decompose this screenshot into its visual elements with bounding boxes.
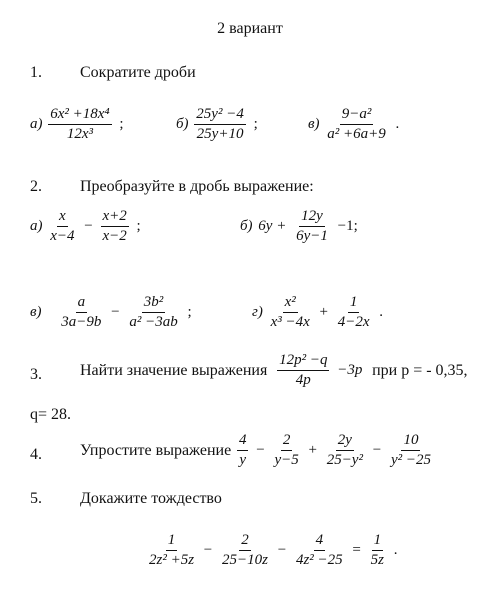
task2-a-fraction-2 xyxy=(101,208,129,246)
task5-operator-2: − xyxy=(277,542,287,559)
task4-line xyxy=(80,432,435,470)
task2-d-denominator-2: 4−2x xyxy=(337,314,370,331)
task4-numerator-4: 10 xyxy=(401,432,420,451)
task2-b-label: б) xyxy=(240,218,253,235)
task2-c-fraction-1 xyxy=(59,294,103,332)
task1-c-label: в) xyxy=(308,116,320,133)
task5-denominator-3: 4z² −25 xyxy=(295,552,343,569)
task5-denominator-2: 25−10z xyxy=(222,552,268,569)
task1-text: Сократите дроби xyxy=(80,64,196,81)
task5-fraction-2 xyxy=(220,532,270,570)
task2-c-numerator-1: a xyxy=(76,294,88,313)
task2-b-tail: −1; xyxy=(337,218,358,235)
task2-a-denominator-2: x−2 xyxy=(102,228,127,245)
task4-denominator-4: y² −25 xyxy=(390,452,431,469)
task5-tail: . xyxy=(393,542,398,559)
task1-c xyxy=(308,106,401,144)
task4-numerator-2: 2 xyxy=(281,432,293,451)
task2-d-numerator-1: x² xyxy=(283,294,298,313)
task1-a xyxy=(30,106,126,144)
task2-c-label: в) xyxy=(30,304,42,321)
task2-c-denominator-1: 3a−9b xyxy=(61,314,102,331)
task2-d-tail: . xyxy=(379,304,384,321)
task1-b-numerator: 25y² −4 xyxy=(194,106,246,125)
task1-c-denominator: a² +6a+9 xyxy=(327,126,386,143)
task2-c-fraction-2 xyxy=(127,294,179,332)
task2-b-denominator: 6y−1 xyxy=(296,228,328,245)
task5-numerator-3: 4 xyxy=(314,532,326,551)
task1-a-fraction xyxy=(48,106,111,144)
task1-number: 1. xyxy=(30,64,42,81)
task1-a-label: а) xyxy=(30,116,43,133)
task1-c-tail: . xyxy=(395,116,400,133)
task3-fraction xyxy=(277,352,329,390)
task4-fraction-2 xyxy=(272,432,300,470)
task1-b-denominator: 25y+10 xyxy=(196,126,244,143)
task2-a-operator: − xyxy=(84,218,93,235)
task2-b-prefix: 6y + xyxy=(258,218,287,235)
page-title: 2 вариант xyxy=(217,20,283,37)
task4-fraction-4 xyxy=(389,432,433,470)
task5-numerator-2: 2 xyxy=(239,532,251,551)
task1-a-tail: ; xyxy=(119,116,124,133)
task5-text: Докажите тождество xyxy=(80,490,222,507)
task3-after: −3p xyxy=(337,362,363,379)
task2-a xyxy=(30,208,143,246)
task1-c-fraction xyxy=(325,106,388,144)
task5-operator-1: − xyxy=(203,542,213,559)
task2-b xyxy=(240,208,360,246)
task2-a-denominator-1: x−4 xyxy=(50,228,75,245)
task5-equals: = xyxy=(352,542,361,559)
task3-condition: при р = - 0,35, xyxy=(372,361,468,379)
task3-number: 3. xyxy=(30,366,42,383)
task2-b-fraction xyxy=(294,208,330,246)
task4-operator-2: + xyxy=(308,442,317,459)
task4-number: 4. xyxy=(30,446,42,463)
task2-c-operator: − xyxy=(111,304,120,321)
task4-fraction-3 xyxy=(325,432,365,470)
task4-numerator-3: 2y xyxy=(336,432,354,451)
task2-d-label: г) xyxy=(252,304,263,321)
task2-c-numerator-2: 3b² xyxy=(142,294,166,313)
task5-fraction-3 xyxy=(294,532,345,570)
task2-a-numerator-2: x+2 xyxy=(101,208,129,227)
task2-b-numerator: 12y xyxy=(299,208,325,227)
task2-c-denominator-2: a² −3ab xyxy=(129,314,178,331)
task5-denominator-4: 5z xyxy=(370,552,384,569)
task3-text: Найти значение выражения xyxy=(80,361,268,379)
task1-b-label: б) xyxy=(176,116,189,133)
task2-a-numerator-1: x xyxy=(57,208,68,227)
task1-a-numerator: 6x² +18x⁴ xyxy=(48,106,111,125)
task5-number: 5. xyxy=(30,490,42,507)
task2-d-denominator-1: x³ −4x xyxy=(270,314,310,331)
task1-b-tail: ; xyxy=(253,116,258,133)
task4-numerator-1: 4 xyxy=(237,432,249,451)
task3-continuation: q= 28. xyxy=(30,406,72,423)
task2-text: Преобразуйте в дробь выражение: xyxy=(80,178,314,195)
task4-operator-1: − xyxy=(256,442,265,459)
task1-b xyxy=(176,106,260,144)
task2-d xyxy=(252,294,385,332)
task2-d-fraction-2 xyxy=(336,294,372,332)
task4-operator-3: − xyxy=(372,442,382,459)
task2-d-operator: + xyxy=(319,304,329,321)
task3-denominator: 4p xyxy=(295,372,311,389)
task4-text: Упростите выражение xyxy=(80,441,232,459)
task5-numerator-4: 1 xyxy=(372,532,384,551)
task2-a-tail: ; xyxy=(136,218,141,235)
task2-d-numerator-2: 1 xyxy=(348,294,360,313)
task2-c xyxy=(30,294,194,332)
task3-line xyxy=(80,352,468,390)
task5-fraction-1 xyxy=(147,532,196,570)
task5-denominator-1: 2z² +5z xyxy=(149,552,195,569)
task1-c-numerator: 9−a² xyxy=(340,106,374,125)
task5-fraction-4 xyxy=(369,532,386,570)
task4-denominator-3: 25−y² xyxy=(326,452,363,469)
task4-denominator-1: y xyxy=(239,452,247,469)
task2-number: 2. xyxy=(30,178,42,195)
task4-denominator-2: y−5 xyxy=(274,452,299,469)
task3-numerator: 12p² −q xyxy=(277,352,329,371)
task4-fraction-1 xyxy=(237,432,249,470)
task1-b-fraction xyxy=(194,106,246,144)
task5-numerator-1: 1 xyxy=(166,532,178,551)
task2-d-fraction-1 xyxy=(269,294,312,332)
task1-a-denominator: 12x³ xyxy=(66,126,94,143)
task2-c-tail: ; xyxy=(187,304,192,321)
task2-a-label: а) xyxy=(30,218,43,235)
task5-identity xyxy=(145,532,399,570)
task2-a-fraction-1 xyxy=(48,208,76,246)
